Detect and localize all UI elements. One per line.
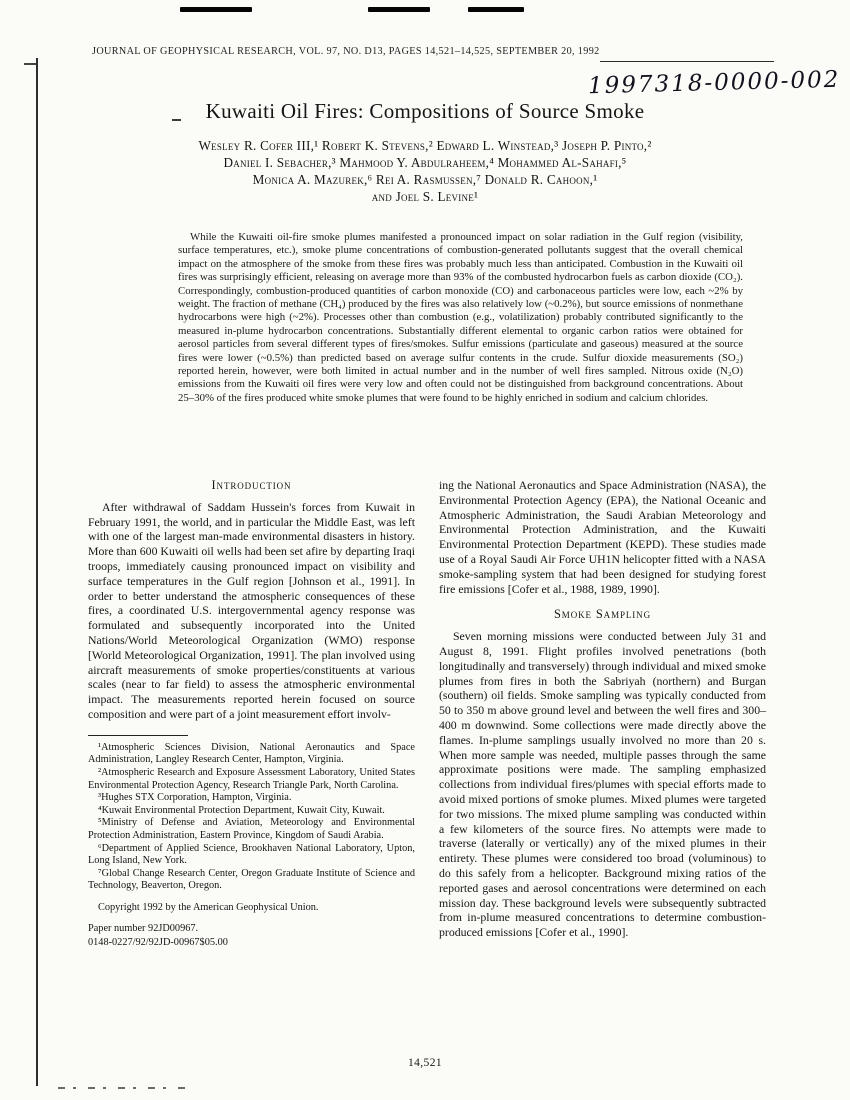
footnote-3: ³Hughes STX Corporation, Hampton, Virginia. [98,792,292,804]
abstract-paragraph: While the Kuwaiti oil-fire smoke plumes manifested a pronounced impact on solar radiation in the Gulf region (visibility, surface temperatures, etc.), smoke plume concentrations of combustion-generated pollutants suggest that the overall chemical impact on the atmosphere of the smoke from these fires was probably much less than anticipated. Combustion in the Kuwaiti oil fires was surprisingly efficient, releasing on average more than 93% of the combusted hydrocarbon fuels as carbon dioxide (CO₂). Correspondingly, combustion-produced quantities of carbon monoxide (CO) and carbonaceous particles were low, each ~2% by weight. The fraction of methane (CH₄) produced by the fires was also relatively low (~0.2%), but source emissions of nonmethane hydrocarbons were high (~2%). Processes other than combustion (e.g., volatilization) probably contributed significantly to the measured in-plume hydrocarbon concentrations. Substantially different elemental to organic carbon ratios were obtained for aerosol particles from several different types of fires/smokes. Sulfur emissions (particulate and gaseous) measured at the source fires were lower (~0.5%) than predicted based on average sulfur contents in the crude. Sulfur dioxide measurements (SO₂) reported herein, however, were both limited in actual number and in the number of well fires sampled. Nitrous oxide (N₂O) emissions from the Kuwaiti oil fires were very low and often could not be distinguished from background concentrations. About 25–30% of the fires produced white smoke plumes that were found to be highly enriched in sodium and calcium chlorides. [178,231,743,404]
footnote-7: ⁷Global Change Research Center, Oregon Graduate Institute of Science and Technology, Beaverton, Oregon. [88,867,415,892]
introduction-continued-paragraph: ing the National Aeronautics and Space Administration (NASA), the Environmental Protection Agency (EPA), the National Oceanic and Atmospheric Administration, the Saudi Arabian Meteorology and Environmental Protection Administration, and the Kuwaiti Environmental Protection Department (KEPD). These studies made use of a Royal Saudi Air Force UH1N helicopter fitted with a NASA smoke-sampling system that had been designed for studying forest fire emissions [Cofer et al., 1988, 1989, 1990]. [439,478,766,596]
right-column [439,478,766,950]
footnote-5: ⁵Ministry of Defense and Aviation, Meteorology and Environmental Protection Administration, Eastern Province, Kingdom of Saudi Arabia. [88,817,415,841]
footnote-1: ¹Atmospheric Sciences Division, National Aeronautics and Space Administration, Langley Research Center, Hampton, Virginia. [88,741,415,766]
author-line-1: Wesley R. Cofer III,¹ Robert K. Stevens,² Edward L. Winstead,³ Joseph P. Pinto,² [198,138,652,153]
paper-title: Kuwaiti Oil Fires: Compositions of Source Smoke [205,99,645,123]
footnote-2: ²Atmospheric Research and Exposure Assessment Laboratory, United States Environmental Protection Agency, Research Triangle Park, North Carolina. [88,766,415,791]
footnote-4: ⁴Kuwait Environmental Protection Department, Kuwait City, Kuwait. [98,804,385,816]
left-column [88,478,415,950]
scan-artifact-bar [468,7,524,12]
scan-artifact-bar [368,7,430,12]
footnote-separator-rule [88,735,188,736]
scan-artifact-underline [600,61,774,62]
handwritten-document-id: 1997318-0000-002 [587,66,841,100]
two-column-body [88,478,766,950]
introduction-paragraph: After withdrawal of Saddam Hussein's forces from Kuwait in February 1991, the world, and in particular the Middle East, was left with one of the largest man-made environmental disasters in history. More than 600 Kuwaiti oil wells had been set afire by departing Iraqi troops, immediately causing pronounced impact on visibility and surface temperatures in the Gulf region [Johnson et al., 1991]. In order to better understand the atmospheric consequences of these fires, a coordinated U.S. intergovernmental agency response was formulated and subsequently incorporated into the United Nations/World Meteorological Organization (WMO) response [World Meteorological Organization, 1991]. The plan involved using aircraft measurements of smoke properties/constituents at various scales (near to far field) to assess the atmospheric environmental impact. The measurements reported herein focused on source composition and were part of a joint measurement effort involv- [88,499,415,721]
scan-artifact-bottom-marks [58,1087,188,1089]
footnote-6: ⁶Department of Applied Science, Brookhaven National Laboratory, Upton, Long Island, New York. [88,842,415,867]
author-list [0,137,850,205]
scan-artifact-bar [180,7,252,12]
page-number: 14,521 [407,1057,443,1069]
author-line-3: Monica A. Mazurek,⁶ Rei A. Rasmussen,⁷ Donald R. Cahoon,¹ [252,172,598,187]
paper-number-line: Paper number 92JD00967. [88,923,199,935]
author-line-2: Daniel I. Sebacher,³ Mahmood Y. Abdulraheem,⁴ Mohammed Al-Sahafi,⁵ [223,155,627,170]
journal-running-head: JOURNAL OF GEOPHYSICAL RESEARCH, VOL. 97, NO. D13, PAGES 14,521–14,525, SEPTEMBER 20, 1992 [92,46,600,57]
section-heading-smoke-sampling: Smoke Sampling [554,607,651,622]
scan-artifact-vertical-line [36,58,38,1086]
copyright-line: Copyright 1992 by the American Geophysical Union. [98,901,319,913]
issn-line: 0148-0227/92/92JD-00967$05.00 [88,937,228,949]
scan-artifact-tick [24,63,36,65]
author-line-4: and Joel S. Levine¹ [371,189,479,204]
footnotes-block [88,742,415,893]
smoke-sampling-paragraph: Seven morning missions were conducted between July 31 and August 8, 1991. Flight profiles involved penetrations (both longitudinally and transversely) through individual and mixed smoke plumes from fires in both the Sabriyah (northern) and Burgan (southern) oil fields. Smoke sampling was typically conducted from 50 to 350 m above ground level and between the well fires and 300–400 m downwind. Some collections were made directly above the flames. In-plume samplings usually involved no more than 20 s. When more sample was needed, multiple passes through the same approximate positions were made. The sampling emphasized collections from individual fires/plumes with special efforts made to avoid mixed portions of smoke plumes. Mixed plumes were targeted for two missions. The mixed plume sampling was conducted within a few kilometers of the source fires. No attempts were made to traverse (laterally or vertically) any of the mixed plumes in their entirety. These plumes were considered too broad (voluminous) to do this safely from a helicopter. Background mixing ratios of the reported gases and aerosol concentrations were determined on each mission day. These background levels were subsequently subtracted from in-plume measured concentrations to determine combustion-produced emissions [Cofer et al., 1990]. [439,629,766,940]
section-heading-introduction: Introduction [211,478,292,492]
